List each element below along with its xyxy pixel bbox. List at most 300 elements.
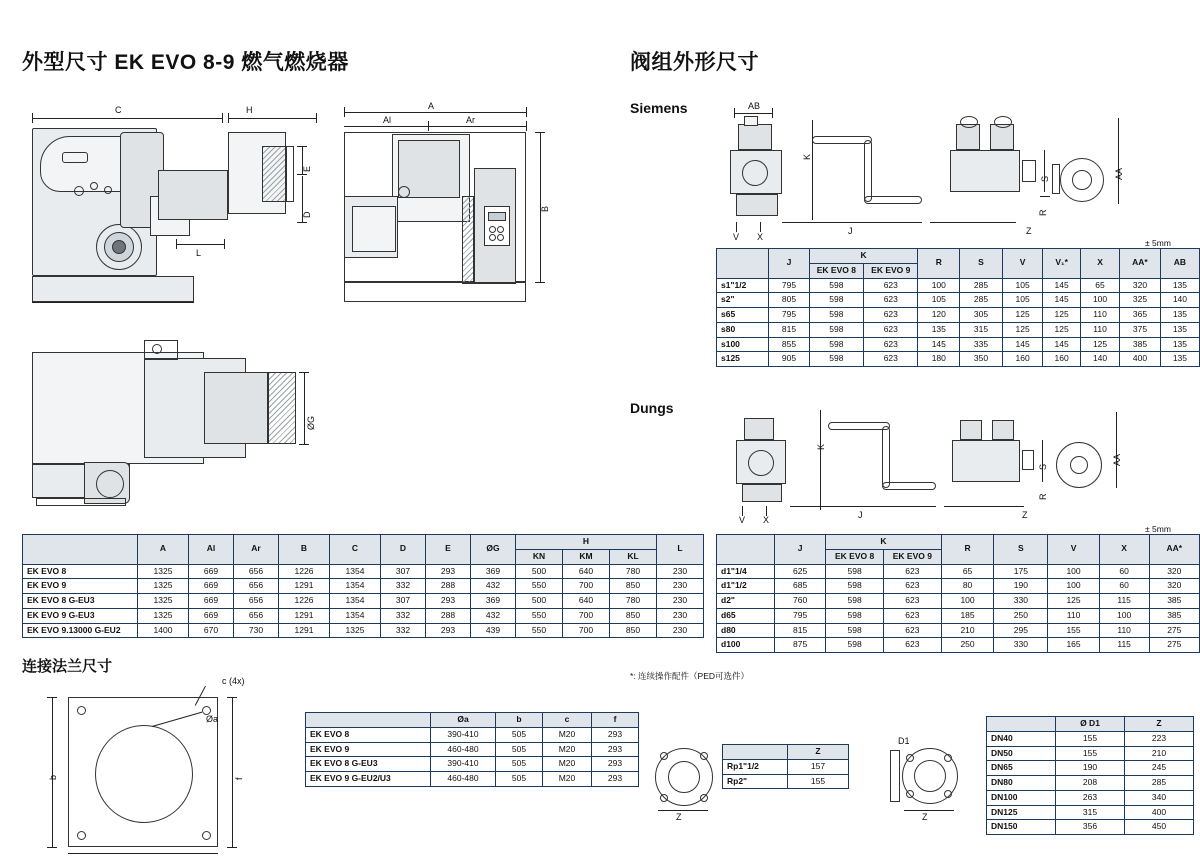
row-label: EK EVO 8 G-EU3 <box>306 757 431 772</box>
dim-label-og: ØG <box>306 415 316 430</box>
cell-d: 332 <box>381 579 426 594</box>
cell-s: 175 <box>994 564 1048 579</box>
cell-c: M20 <box>543 757 592 772</box>
cell-k8: 598 <box>826 564 884 579</box>
row-label: EK EVO 9 <box>23 579 138 594</box>
cell-ar: 656 <box>234 608 279 623</box>
cell-v1: 125 <box>1043 322 1081 337</box>
th-z: Z <box>1125 717 1194 732</box>
cell-e: 293 <box>426 594 471 609</box>
table-row <box>987 790 1194 805</box>
cell-b: 505 <box>496 727 543 742</box>
row-label: Rp2" <box>723 774 788 789</box>
dim-label-v: V <box>733 232 740 242</box>
table-row <box>23 594 704 609</box>
cell-s: 285 <box>960 278 1003 293</box>
cell-ar: 656 <box>234 564 279 579</box>
cell-c: M20 <box>543 742 592 757</box>
cell-a: 1325 <box>138 564 189 579</box>
dim-label-ab: AB <box>748 101 761 111</box>
cell-k9: 623 <box>864 308 918 323</box>
cell-k8: 598 <box>809 352 863 367</box>
dim-label-j: J <box>848 226 853 236</box>
dim-label-f: f <box>234 777 244 780</box>
table-row <box>23 623 704 638</box>
dungs-label: Dungs <box>630 400 674 416</box>
table-row <box>306 742 639 757</box>
cell-v1: 145 <box>1043 278 1081 293</box>
dn-dimension-table <box>986 716 1194 835</box>
cell-j: 805 <box>769 293 809 308</box>
cell-r: 135 <box>918 322 960 337</box>
cell-b: 505 <box>496 742 543 757</box>
cell-al: 669 <box>189 594 234 609</box>
cell-z: 245 <box>1125 761 1194 776</box>
dim-label-z: Z <box>922 812 928 822</box>
siemens-label: Siemens <box>630 100 688 116</box>
cell-r: 185 <box>941 608 994 623</box>
th-kn: KN <box>516 549 563 564</box>
cell-b: 1291 <box>279 579 330 594</box>
table-row <box>23 579 704 594</box>
footnote: *: 连续操作配件（PED可选件） <box>630 671 750 681</box>
cell-r: 145 <box>918 337 960 352</box>
row-label: d100 <box>717 638 775 653</box>
th-ab: AB <box>1160 249 1199 279</box>
cell-j: 625 <box>774 564 825 579</box>
tolerance-siemens: ± 5mm <box>1145 238 1171 248</box>
cell-ab: 135 <box>1160 322 1199 337</box>
cell-k8: 598 <box>809 293 863 308</box>
cell-x: 125 <box>1081 337 1120 352</box>
cell-k8: 598 <box>809 278 863 293</box>
th-a: A <box>138 535 189 565</box>
cell-d: 332 <box>381 623 426 638</box>
cell-x: 115 <box>1099 594 1149 609</box>
th-v: V <box>1048 535 1099 565</box>
cell-k9: 623 <box>883 579 941 594</box>
cell-c: 1354 <box>330 608 381 623</box>
dim-label-z: Z <box>1022 510 1028 520</box>
cell-j: 760 <box>774 594 825 609</box>
table-row <box>987 761 1194 776</box>
cell-v: 155 <box>1048 623 1099 638</box>
th-z: Z <box>788 745 849 760</box>
dim-label-h: H <box>246 105 253 115</box>
cell-aa: 325 <box>1120 293 1161 308</box>
cell-l: 230 <box>657 623 704 638</box>
th-ar: Ar <box>234 535 279 565</box>
cell-x: 65 <box>1081 278 1120 293</box>
th-r: R <box>918 249 960 279</box>
cell-v: 105 <box>1002 293 1042 308</box>
cell-k9: 623 <box>883 623 941 638</box>
th-v1: V₁* <box>1043 249 1081 279</box>
th-k-ek8: EK EVO 8 <box>826 549 884 564</box>
cell-r: 210 <box>941 623 994 638</box>
table-row <box>987 776 1194 791</box>
dim-label-a: A <box>428 101 435 111</box>
cell-z: 450 <box>1125 820 1194 835</box>
cell-ab: 135 <box>1160 352 1199 367</box>
th-blank <box>717 249 769 279</box>
cell-aa: 385 <box>1120 337 1161 352</box>
cell-l: 230 <box>657 579 704 594</box>
dim-label-c: C <box>115 105 122 115</box>
table-row <box>987 731 1194 746</box>
cell-x: 110 <box>1099 623 1149 638</box>
cell-d: 332 <box>381 608 426 623</box>
cell-j: 685 <box>774 579 825 594</box>
cell-d1: 315 <box>1056 805 1125 820</box>
row-label: s125 <box>717 352 769 367</box>
dim-label-e: E <box>302 165 312 172</box>
cell-r: 80 <box>941 579 994 594</box>
cell-og: 369 <box>471 564 516 579</box>
th-f: f <box>592 713 639 728</box>
table-row <box>717 638 1200 653</box>
dim-label-r: R <box>1038 209 1048 216</box>
cell-v1: 125 <box>1043 308 1081 323</box>
cell-k8: 598 <box>826 594 884 609</box>
cell-j: 815 <box>774 623 825 638</box>
cell-x: 115 <box>1099 638 1149 653</box>
cell-km: 700 <box>563 608 610 623</box>
row-label: EK EVO 9 G-EU3 <box>23 608 138 623</box>
cell-k8: 598 <box>809 322 863 337</box>
cell-k9: 623 <box>883 564 941 579</box>
row-label: d1"1/2 <box>717 579 775 594</box>
cell-v: 125 <box>1002 322 1042 337</box>
th-s: S <box>994 535 1048 565</box>
cell-ab: 135 <box>1160 278 1199 293</box>
cell-oa: 460-480 <box>431 772 496 787</box>
dim-label-s: S <box>1040 175 1050 182</box>
cell-km: 640 <box>563 564 610 579</box>
cell-s: 305 <box>960 308 1003 323</box>
dim-label-b: B <box>540 205 550 212</box>
cell-aa: 320 <box>1149 579 1199 594</box>
cell-k8: 598 <box>826 608 884 623</box>
th-b: b <box>496 713 543 728</box>
cell-e: 288 <box>426 579 471 594</box>
row-label: DN125 <box>987 805 1056 820</box>
cell-j: 875 <box>774 638 825 653</box>
cell-v1: 145 <box>1043 293 1081 308</box>
cell-oa: 390-410 <box>431 727 496 742</box>
cell-aa: 365 <box>1120 308 1161 323</box>
dim-label-k: K <box>802 153 812 160</box>
cell-k9: 623 <box>883 638 941 653</box>
cell-v: 145 <box>1002 337 1042 352</box>
row-label: s100 <box>717 337 769 352</box>
cell-x: 140 <box>1081 352 1120 367</box>
cell-k8: 598 <box>809 308 863 323</box>
th-km: KM <box>563 549 610 564</box>
cell-s: 330 <box>994 594 1048 609</box>
cell-c: 1354 <box>330 594 381 609</box>
cell-oa: 390-410 <box>431 757 496 772</box>
cell-z: 223 <box>1125 731 1194 746</box>
cell-k8: 598 <box>826 623 884 638</box>
th-h: H <box>516 535 657 550</box>
th-r: R <box>941 535 994 565</box>
row-label: DN150 <box>987 820 1056 835</box>
dim-label-r: R <box>1038 493 1048 500</box>
cell-ar: 656 <box>234 594 279 609</box>
dim-label-ar: Ar <box>466 115 475 125</box>
th-c: C <box>330 535 381 565</box>
cell-s: 315 <box>960 322 1003 337</box>
cell-v: 125 <box>1048 594 1099 609</box>
dim-label-l: L <box>196 248 202 258</box>
cell-al: 669 <box>189 564 234 579</box>
table-row <box>306 757 639 772</box>
cell-z: 155 <box>788 774 849 789</box>
cell-aa: 320 <box>1120 278 1161 293</box>
cell-kl: 780 <box>610 594 657 609</box>
row-label: DN100 <box>987 790 1056 805</box>
cell-d1: 356 <box>1056 820 1125 835</box>
cell-d1: 190 <box>1056 761 1125 776</box>
cell-c: 1354 <box>330 564 381 579</box>
cell-f: 293 <box>592 742 639 757</box>
cell-km: 700 <box>563 579 610 594</box>
row-label: d80 <box>717 623 775 638</box>
cell-og: 439 <box>471 623 516 638</box>
row-label: DN80 <box>987 776 1056 791</box>
table-row <box>717 308 1200 323</box>
table-row <box>717 352 1200 367</box>
table-row <box>23 564 704 579</box>
th-aa: AA* <box>1149 535 1199 565</box>
table-row <box>306 772 639 787</box>
cell-z: 340 <box>1125 790 1194 805</box>
cell-km: 700 <box>563 623 610 638</box>
cell-al: 669 <box>189 608 234 623</box>
dim-label-x: X <box>763 515 770 525</box>
dim-label-c4x: c (4x) <box>222 676 245 686</box>
th-k: K <box>826 535 941 550</box>
table-row <box>717 322 1200 337</box>
cell-og: 432 <box>471 579 516 594</box>
cell-k9: 623 <box>864 337 918 352</box>
dim-label-d: D <box>302 211 312 218</box>
cell-s: 285 <box>960 293 1003 308</box>
cell-j: 795 <box>774 608 825 623</box>
siemens-dimension-table <box>716 248 1200 367</box>
cell-aa: 275 <box>1149 638 1199 653</box>
th-d1: Ø D1 <box>1056 717 1125 732</box>
table-row <box>717 337 1200 352</box>
page-title-left: 外型尺寸 EK EVO 8-9 燃气燃烧器 <box>22 51 349 74</box>
cell-s: 250 <box>994 608 1048 623</box>
cell-e: 288 <box>426 608 471 623</box>
cell-aa: 385 <box>1149 594 1199 609</box>
dim-label-x: X <box>757 232 764 242</box>
cell-x: 60 <box>1099 579 1149 594</box>
cell-km: 640 <box>563 594 610 609</box>
cell-b: 1291 <box>279 608 330 623</box>
cell-kn: 550 <box>516 623 563 638</box>
dim-label-z: Z <box>676 812 682 822</box>
row-label: EK EVO 8 <box>23 564 138 579</box>
table-row <box>987 820 1194 835</box>
cell-al: 669 <box>189 579 234 594</box>
cell-a: 1400 <box>138 623 189 638</box>
table-row <box>717 564 1200 579</box>
table-row <box>717 623 1200 638</box>
th-j: J <box>769 249 809 279</box>
cell-v1: 145 <box>1043 337 1081 352</box>
th-al: Al <box>189 535 234 565</box>
cell-r: 105 <box>918 293 960 308</box>
cell-ab: 135 <box>1160 308 1199 323</box>
cell-v: 160 <box>1002 352 1042 367</box>
cell-l: 230 <box>657 608 704 623</box>
row-label: s2" <box>717 293 769 308</box>
th-og: ØG <box>471 535 516 565</box>
cell-k9: 623 <box>864 352 918 367</box>
cell-kl: 780 <box>610 564 657 579</box>
dim-label-s: S <box>1038 463 1048 470</box>
cell-s: 335 <box>960 337 1003 352</box>
page-title-right: 阀组外形尺寸 <box>630 51 759 74</box>
cell-s: 190 <box>994 579 1048 594</box>
table-row <box>306 727 639 742</box>
cell-e: 293 <box>426 623 471 638</box>
dim-label-aa: AA <box>1112 453 1122 466</box>
cell-kl: 850 <box>610 608 657 623</box>
cell-v: 105 <box>1002 278 1042 293</box>
dim-label-k: K <box>816 443 826 450</box>
dim-label-d1: D1 <box>898 736 910 746</box>
table-row <box>717 579 1200 594</box>
row-label: s1"1/2 <box>717 278 769 293</box>
th-k-ek9: EK EVO 9 <box>864 263 918 278</box>
cell-aa: 400 <box>1120 352 1161 367</box>
cell-k9: 623 <box>883 608 941 623</box>
table-row <box>23 608 704 623</box>
row-label: DN50 <box>987 746 1056 761</box>
th-blank <box>717 535 775 565</box>
th-j: J <box>774 535 825 565</box>
table-row <box>723 759 849 774</box>
cell-v1: 160 <box>1043 352 1081 367</box>
cell-aa: 385 <box>1149 608 1199 623</box>
cell-og: 369 <box>471 594 516 609</box>
flange-dimension-table <box>305 712 639 787</box>
cell-z: 210 <box>1125 746 1194 761</box>
th-blank <box>987 717 1056 732</box>
row-label: d1"1/4 <box>717 564 775 579</box>
cell-j: 905 <box>769 352 809 367</box>
cell-k8: 598 <box>826 638 884 653</box>
row-label: s80 <box>717 322 769 337</box>
dim-label-b: b <box>48 774 58 780</box>
cell-kn: 550 <box>516 608 563 623</box>
th-aa: AA* <box>1120 249 1161 279</box>
cell-aa: 375 <box>1120 322 1161 337</box>
cell-r: 180 <box>918 352 960 367</box>
cell-b: 1291 <box>279 623 330 638</box>
row-label: Rp1"1/2 <box>723 759 788 774</box>
dim-label-v: V <box>739 515 746 525</box>
dim-label-aa: AA <box>1114 167 1124 180</box>
row-label: d2" <box>717 594 775 609</box>
cell-j: 795 <box>769 308 809 323</box>
cell-x: 100 <box>1081 293 1120 308</box>
cell-x: 60 <box>1099 564 1149 579</box>
cell-r: 100 <box>918 278 960 293</box>
th-e: E <box>426 535 471 565</box>
tolerance-dungs: ± 5mm <box>1145 524 1171 534</box>
cell-aa: 320 <box>1149 564 1199 579</box>
cell-og: 432 <box>471 608 516 623</box>
row-label: EK EVO 9 G-EU2/U3 <box>306 772 431 787</box>
table-row <box>717 278 1200 293</box>
cell-v: 100 <box>1048 564 1099 579</box>
cell-r: 65 <box>941 564 994 579</box>
cell-d1: 155 <box>1056 746 1125 761</box>
cell-b: 505 <box>496 757 543 772</box>
cell-kl: 850 <box>610 623 657 638</box>
cell-z: 157 <box>788 759 849 774</box>
cell-ab: 140 <box>1160 293 1199 308</box>
cell-x: 110 <box>1081 308 1120 323</box>
cell-f: 293 <box>592 727 639 742</box>
cell-b: 1226 <box>279 564 330 579</box>
cell-r: 250 <box>941 638 994 653</box>
cell-d1: 263 <box>1056 790 1125 805</box>
cell-r: 100 <box>941 594 994 609</box>
cell-k9: 623 <box>864 278 918 293</box>
cell-z: 400 <box>1125 805 1194 820</box>
th-blank <box>723 745 788 760</box>
cell-d: 307 <box>381 564 426 579</box>
th-c: c <box>543 713 592 728</box>
row-label: EK EVO 8 <box>306 727 431 742</box>
th-oa: Øa <box>431 713 496 728</box>
cell-b: 1226 <box>279 594 330 609</box>
cell-r: 120 <box>918 308 960 323</box>
cell-k9: 623 <box>864 293 918 308</box>
row-label: EK EVO 9.13000 G-EU2 <box>23 623 138 638</box>
cell-ar: 656 <box>234 579 279 594</box>
cell-v: 110 <box>1048 608 1099 623</box>
cell-j: 795 <box>769 278 809 293</box>
rp-dimension-table <box>722 744 849 789</box>
th-k-ek8: EK EVO 8 <box>809 263 863 278</box>
cell-v: 125 <box>1002 308 1042 323</box>
cell-e: 293 <box>426 564 471 579</box>
cell-z: 285 <box>1125 776 1194 791</box>
cell-aa: 275 <box>1149 623 1199 638</box>
th-k-ek9: EK EVO 9 <box>883 549 941 564</box>
cell-k9: 623 <box>864 322 918 337</box>
main-dimension-table <box>22 534 704 638</box>
cell-k8: 598 <box>826 579 884 594</box>
dim-label-al: Al <box>383 115 392 125</box>
cell-a: 1325 <box>138 594 189 609</box>
th-x: X <box>1099 535 1149 565</box>
cell-l: 230 <box>657 594 704 609</box>
cell-c: M20 <box>543 772 592 787</box>
row-label: EK EVO 8 G-EU3 <box>23 594 138 609</box>
th-kl: KL <box>610 549 657 564</box>
table-row <box>717 293 1200 308</box>
cell-v: 165 <box>1048 638 1099 653</box>
